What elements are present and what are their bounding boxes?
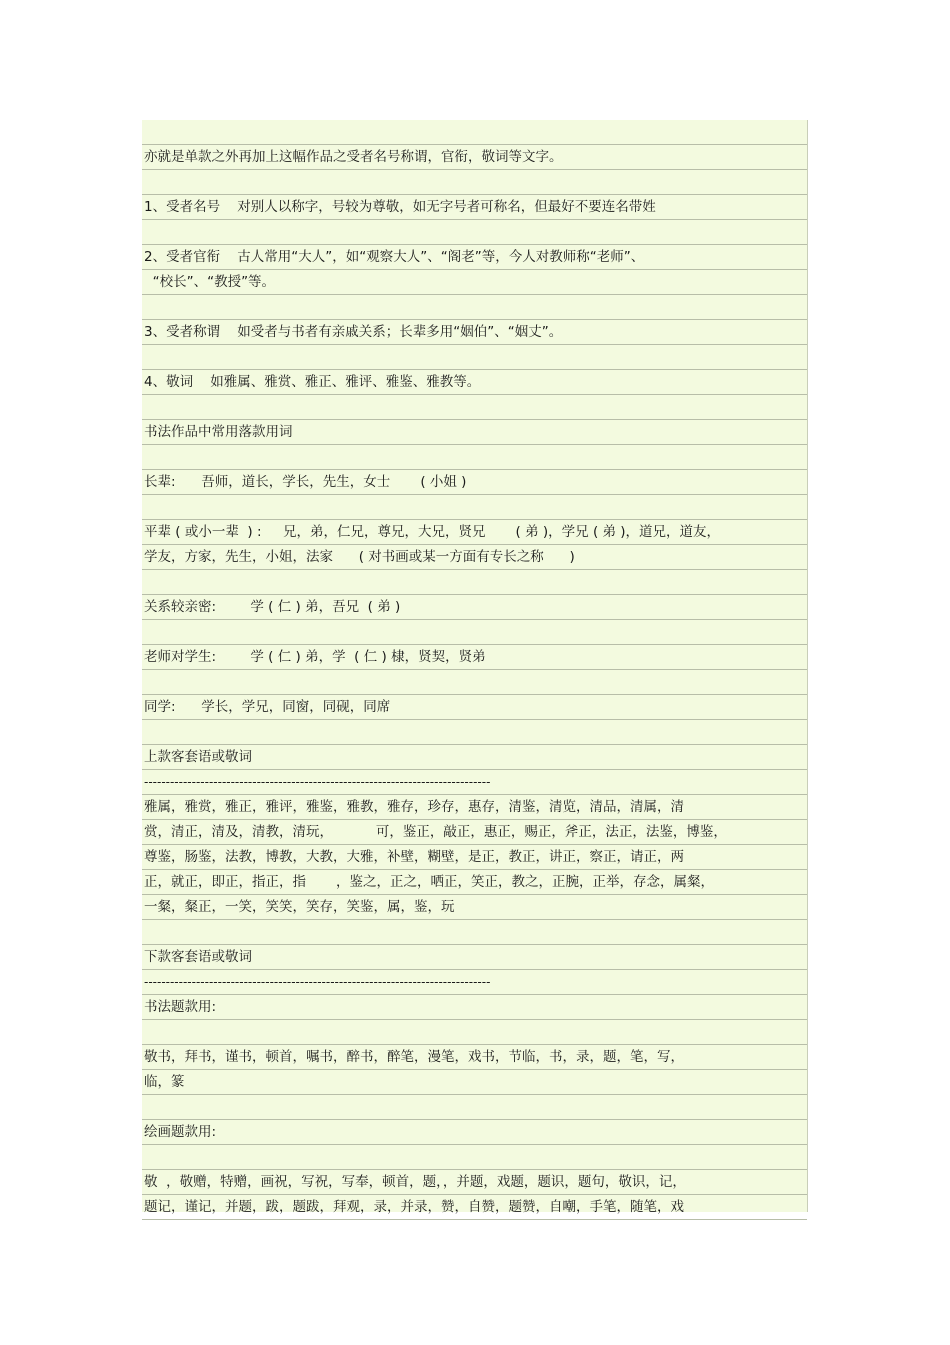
- blank-line: [142, 345, 807, 370]
- text-line: 3、受者称谓 如受者与书者有亲戚关系；长辈多用“姻伯”、“姻丈”。: [142, 320, 807, 345]
- text-line: 长辈: 吾师，道长，学长，先生，女士 ( 小姐 ): [142, 470, 807, 495]
- text-line: 关系较亲密: 学 ( 仁 ) 弟，吾兄 ( 弟 ): [142, 595, 807, 620]
- blank-line: [142, 445, 807, 470]
- text-line: --------------------------------------------------------------------------------: [142, 770, 807, 795]
- blank-line: [142, 220, 807, 245]
- text-line: 绘画题款用:: [142, 1120, 807, 1145]
- blank-line: [142, 1095, 807, 1120]
- text-line: --------------------------------------------------------------------------------: [142, 970, 807, 995]
- blank-line: [142, 570, 807, 595]
- text-line: 平辈 ( 或小一辈 ) : 兄，弟，仁兄，尊兄，大兄，贤兄 ( 弟 )，学兄 ( 弟 )，道兄，道友，: [142, 520, 807, 545]
- text-line: 学友，方家，先生，小姐，法家 ( 对书画或某一方面有专长之称 ): [142, 545, 807, 570]
- blank-line: [142, 120, 807, 145]
- text-line: 2、受者官衔 古人常用“大人”，如“观察大人”、“阁老”等，今人对教师称“老师”、: [142, 245, 807, 270]
- text-line: 老师对学生: 学 ( 仁 ) 弟，学 ( 仁 ) 棣，贤契，贤弟: [142, 645, 807, 670]
- text-line: 敬书，拜书，谨书，顿首，嘱书，醉书，醉笔，漫笔，戏书，节临，书，录，题，笔，写，: [142, 1045, 807, 1070]
- blank-line: [142, 1145, 807, 1170]
- text-line: 4、敬词 如雅属、雅赏、雅正、雅评、雅鉴、雅教等。: [142, 370, 807, 395]
- blank-line: [142, 495, 807, 520]
- text-line: 一粲，粲正，一笑，笑笑，笑存，笑鉴，属，鉴，玩: [142, 895, 807, 920]
- blank-line: [142, 720, 807, 745]
- blank-line: [142, 1020, 807, 1045]
- text-line: 书法题款用:: [142, 995, 807, 1020]
- blank-line: [142, 620, 807, 645]
- blank-line: [142, 170, 807, 195]
- ruled-text-panel: [142, 120, 808, 1215]
- text-line: 下款客套语或敬词: [142, 945, 807, 970]
- text-line: “校长”、“教授”等。: [142, 270, 807, 295]
- blank-line: [142, 395, 807, 420]
- text-line: 上款客套语或敬词: [142, 745, 807, 770]
- blank-line: [142, 295, 807, 320]
- text-line: 正，就正，即正，指正，指 ，鉴之，正之，哂正，笑正，教之，正腕，正举，存念，属粲，: [142, 870, 807, 895]
- text-line: 同学: 学长，学兄，同窗，同砚，同席: [142, 695, 807, 720]
- text-line: 敬 ，敬赠，特赠，画祝，写祝，写奉，顿首，题，，并题，戏题，题识，题句，敬识，记，: [142, 1170, 807, 1195]
- text-line: 亦就是单款之外再加上这幅作品之受者名号称谓，官衔，敬词等文字。: [142, 145, 807, 170]
- text-line: 1、受者名号 对别人以称字，号较为尊敬，如无字号者可称名，但最好不要连名带姓: [142, 195, 807, 220]
- blank-line: [142, 920, 807, 945]
- text-line: 雅属，雅赏，雅正，雅评，雅鉴，雅教，雅存，珍存，惠存，清鉴，清览，清品，清属，清: [142, 795, 807, 820]
- text-line: 赏，清正，清及，清教，清玩， 可，鉴正，敲正，惠正，赐正，斧正，法正，法鉴，博鉴，: [142, 820, 807, 845]
- text-line: 临，篆: [142, 1070, 807, 1095]
- blank-line: [142, 670, 807, 695]
- text-line: 书法作品中常用落款用词: [142, 420, 807, 445]
- text-line: 题记，谨记，并题，跋，题跋，拜观，录，并录，赞，自赞，题赞，自嘲，手笔，随笔，戏: [142, 1195, 807, 1220]
- text-line: 尊鉴，肠鉴，法教，博教，大教，大雅，补壁，糊壁，是正，教正，讲正，察正，请正，两: [142, 845, 807, 870]
